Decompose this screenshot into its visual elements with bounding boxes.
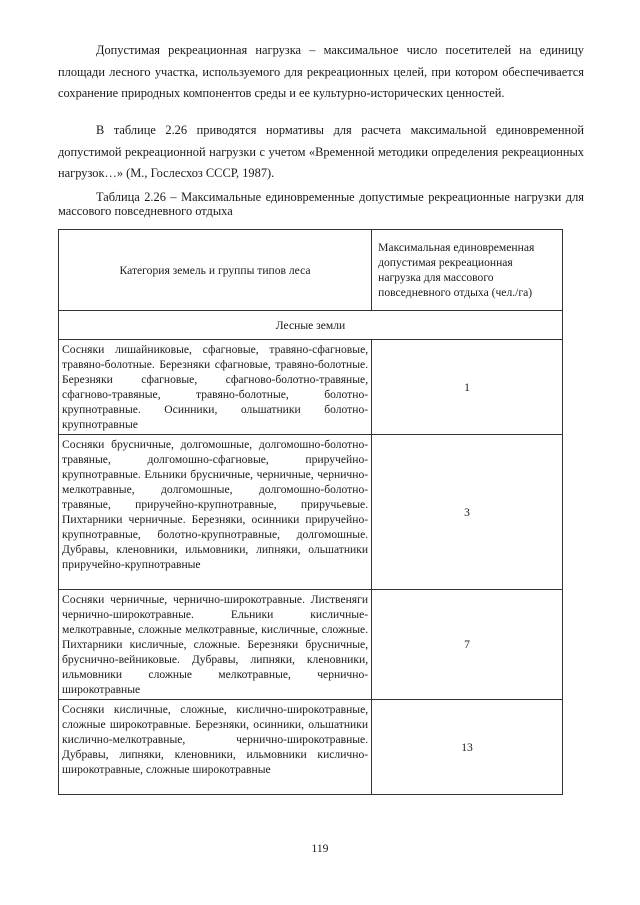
intro-paragraph-2: В таблице 2.26 приводятся нормативы для расчета максимальной единовременной допустимой рекреационной нагрузки с учетом «Временной методики определения рекреационных нагрузок…» (М., Гослесхоз СССР, 1987). (58, 123, 584, 180)
page-number: 119 (311, 842, 329, 855)
row-value: 3 (372, 435, 563, 590)
table-row (59, 590, 563, 700)
row-category: Сосняки кисличные, сложные, кислично-широкотравные, сложные широкотравные. Березняки, осинники, ольшатники кислично-мелкотравные, чернично-широкотравные. Дубравы, липняки, кленовники, ильмовники кислично-широкотравные, сложные широкотравные (59, 700, 372, 795)
table-caption: Таблица 2.26 – Максимальные единовременные допустимые рекреационные нагрузки для массового повседневного отдыха (58, 190, 584, 218)
header-load: Максимальная единовременная допустимая рекреационная нагрузка для массового повседневного отдыха (чел./га) (372, 230, 563, 311)
row-value: 1 (372, 340, 563, 435)
table-row (59, 340, 563, 435)
row-category: Сосняки брусничные, долгомошные, долгомошно-болотно-травяные, долгомошно-сфагновые, приручейно-крупнотравные. Ельники брусничные, черничные, чернично-мелкотравные, долгомошные, долгомошно-болотно-травяные, приручейно-крупнотравные, приручьевые. Пихтарники черничные. Березняки, осинники приручейно-крупнотравные, болотно-крупнотравные, долгомошные. Дубравы, кленовники, ильмовники, липняки, ольшатники приручейно-крупнотравные (59, 435, 372, 590)
table-row (59, 700, 563, 795)
recreation-load-table (58, 229, 563, 795)
table-section-row (59, 311, 563, 340)
header-category: Категория земель и группы типов леса (59, 230, 372, 311)
row-category: Сосняки лишайниковые, сфагновые, травяно-сфагновые, травяно-болотные. Березняки сфагновые, травяно-болотные. Березняки сфагновые, сфагново-болотно-травяные, сфагново-травяные, травяно-болотные, болотно-крупнотравные. Осинники, ольшатники болотно-крупнотравные (59, 340, 372, 435)
intro-paragraph-1: Допустимая рекреационная нагрузка – максимальное число посетителей на единицу площади лесного участка, используемого для рекреационных целей, при котором обеспечивается сохранение природных компонентов среды и ее культурно-исторических ценностей. (58, 43, 584, 100)
table-row (59, 435, 563, 590)
table-header-row (59, 230, 563, 311)
section-forest-lands: Лесные земли (59, 311, 563, 340)
row-value: 7 (372, 590, 563, 700)
row-category: Сосняки черничные, чернично-широкотравные. Лиственяги чернично-широкотравные. Ельники кисличные-мелкотравные, сложные мелкотравные, кисличные, сложные. Пихтарники кисличные, сложные. Березняки брусничные, бруснично-вейниковые. Дубравы, липняки, кленовники, ильмовники сложные мелкотравные, чернично-широкотравные (59, 590, 372, 700)
row-value: 13 (372, 700, 563, 795)
